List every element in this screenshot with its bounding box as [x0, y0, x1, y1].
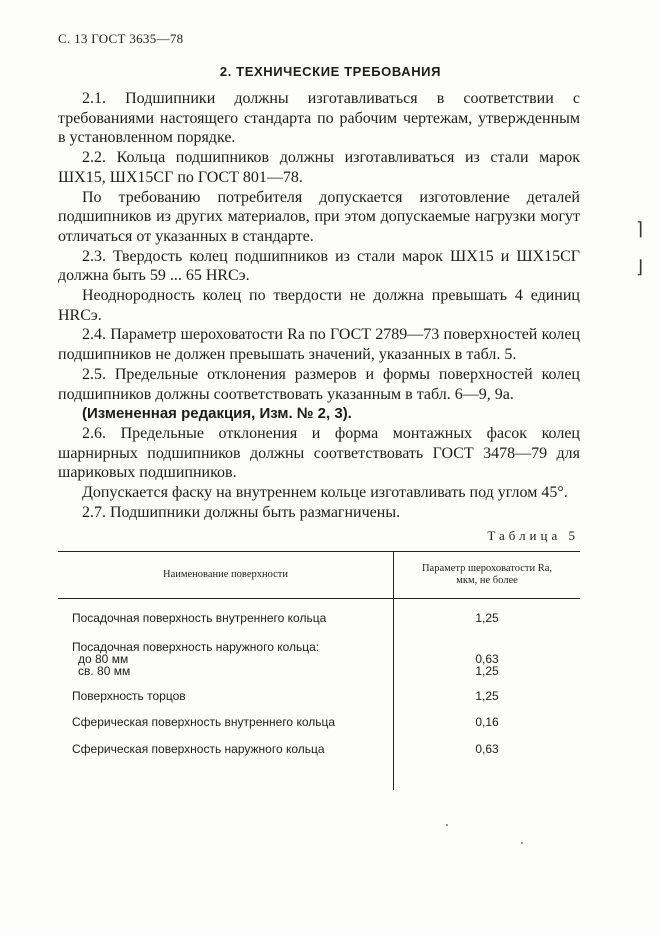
- roughness-value: 1,25: [475, 611, 499, 625]
- amendment-note: (Измененная редакция, Изм. № 2, 3).: [82, 405, 352, 423]
- table-row-group: [58, 638, 580, 690]
- roughness-value: [394, 638, 580, 653]
- roughness-value: 1,25: [475, 689, 499, 703]
- section-title: 2. ТЕХНИЧЕСКИЕ ТРЕБОВАНИЯ: [219, 64, 442, 79]
- paragraph-2-6-note: Допускается фаску на внутреннем кольце изготавливать под углом 45°.: [82, 484, 568, 502]
- table-row: [58, 716, 580, 742]
- roughness-value: 0,63: [475, 652, 499, 666]
- surface-name: Посадочная поверхность наружного кольца:: [72, 640, 320, 654]
- scan-speck: [521, 842, 523, 844]
- roughness-value: 0,63: [475, 742, 499, 756]
- paragraph-2-2-note: По требованию потребителя допускается изготовление деталей подшипников из других материалов, при этом допускаемые нагрузки могут отличаться от указанных в стандарте.: [58, 188, 580, 245]
- roughness-table: [58, 551, 580, 790]
- margin-bracket-bottom: ⌋: [636, 257, 644, 278]
- surface-subname: св. 80 мм: [78, 664, 131, 678]
- surface-name: Сферическая поверхность наружного кольца: [72, 742, 325, 756]
- surface-subname: до 80 мм: [78, 652, 129, 666]
- table-row: [58, 690, 580, 716]
- paragraph-2-3: 2.3. Твердость колец подшипников из стали марок ШХ15 и ШХ15СГ должна быть 59 ... 65 HRCэ.: [58, 247, 580, 285]
- scan-speck: [446, 824, 448, 826]
- column-header-roughness-line1: Параметр шероховатости Ra,: [421, 563, 553, 574]
- column-header-surface: Наименование поверхности: [58, 552, 394, 599]
- page-header: С. 13 ГОСТ 3635—78: [58, 31, 184, 46]
- surface-name: Посадочная поверхность внутреннего кольца: [72, 611, 327, 625]
- paragraph-2-3-note: Неоднородность колец по твердости не должна превышать 4 единиц HRCэ.: [58, 287, 580, 324]
- surface-name: Сферическая поверхность внутреннего кольца: [72, 715, 336, 729]
- margin-bracket-top: ⌉: [636, 219, 644, 240]
- body-text: [58, 89, 580, 522]
- table-row: [58, 742, 580, 790]
- paragraph-2-4: 2.4. Параметр шероховатости Ra по ГОСТ 2789—73 поверхностей колец подшипников не должен превышать значений, указанных в табл. 5.: [58, 326, 580, 364]
- column-header-roughness-line2: мкм, не более: [456, 575, 518, 586]
- table-caption: Таблица 5: [487, 528, 579, 543]
- paragraph-2-7: 2.7. Подшипники должны быть размагничены.: [82, 503, 401, 521]
- column-header-roughness: [394, 552, 581, 599]
- roughness-value: 0,16: [475, 715, 499, 729]
- surface-name: Поверхность торцов: [72, 689, 186, 703]
- table-row: [58, 612, 580, 638]
- paragraph-2-5: 2.5. Предельные отклонения размеров и формы поверхностей колец подшипников должны соответствовать указанным в табл. 6—9, 9а.: [58, 365, 580, 403]
- paragraph-2-1: 2.1. Подшипники должны изготавливаться в соответствии с требованиями настоящего стандарта по рабочим чертежам, утвержденным в установленном порядке.: [58, 90, 580, 147]
- roughness-value: 1,25: [475, 664, 499, 678]
- paragraph-2-2: 2.2. Кольца подшипников должны изготавливаться из стали марок ШХ15, ШХ15СГ по ГОСТ 801—78.: [58, 149, 580, 186]
- paragraph-2-6: 2.6. Предельные отклонения и форма монтажных фасок колец шарнирных подшипников должны соответствовать ГОСТ 3478—79 для шариковых подшипников.: [58, 424, 580, 482]
